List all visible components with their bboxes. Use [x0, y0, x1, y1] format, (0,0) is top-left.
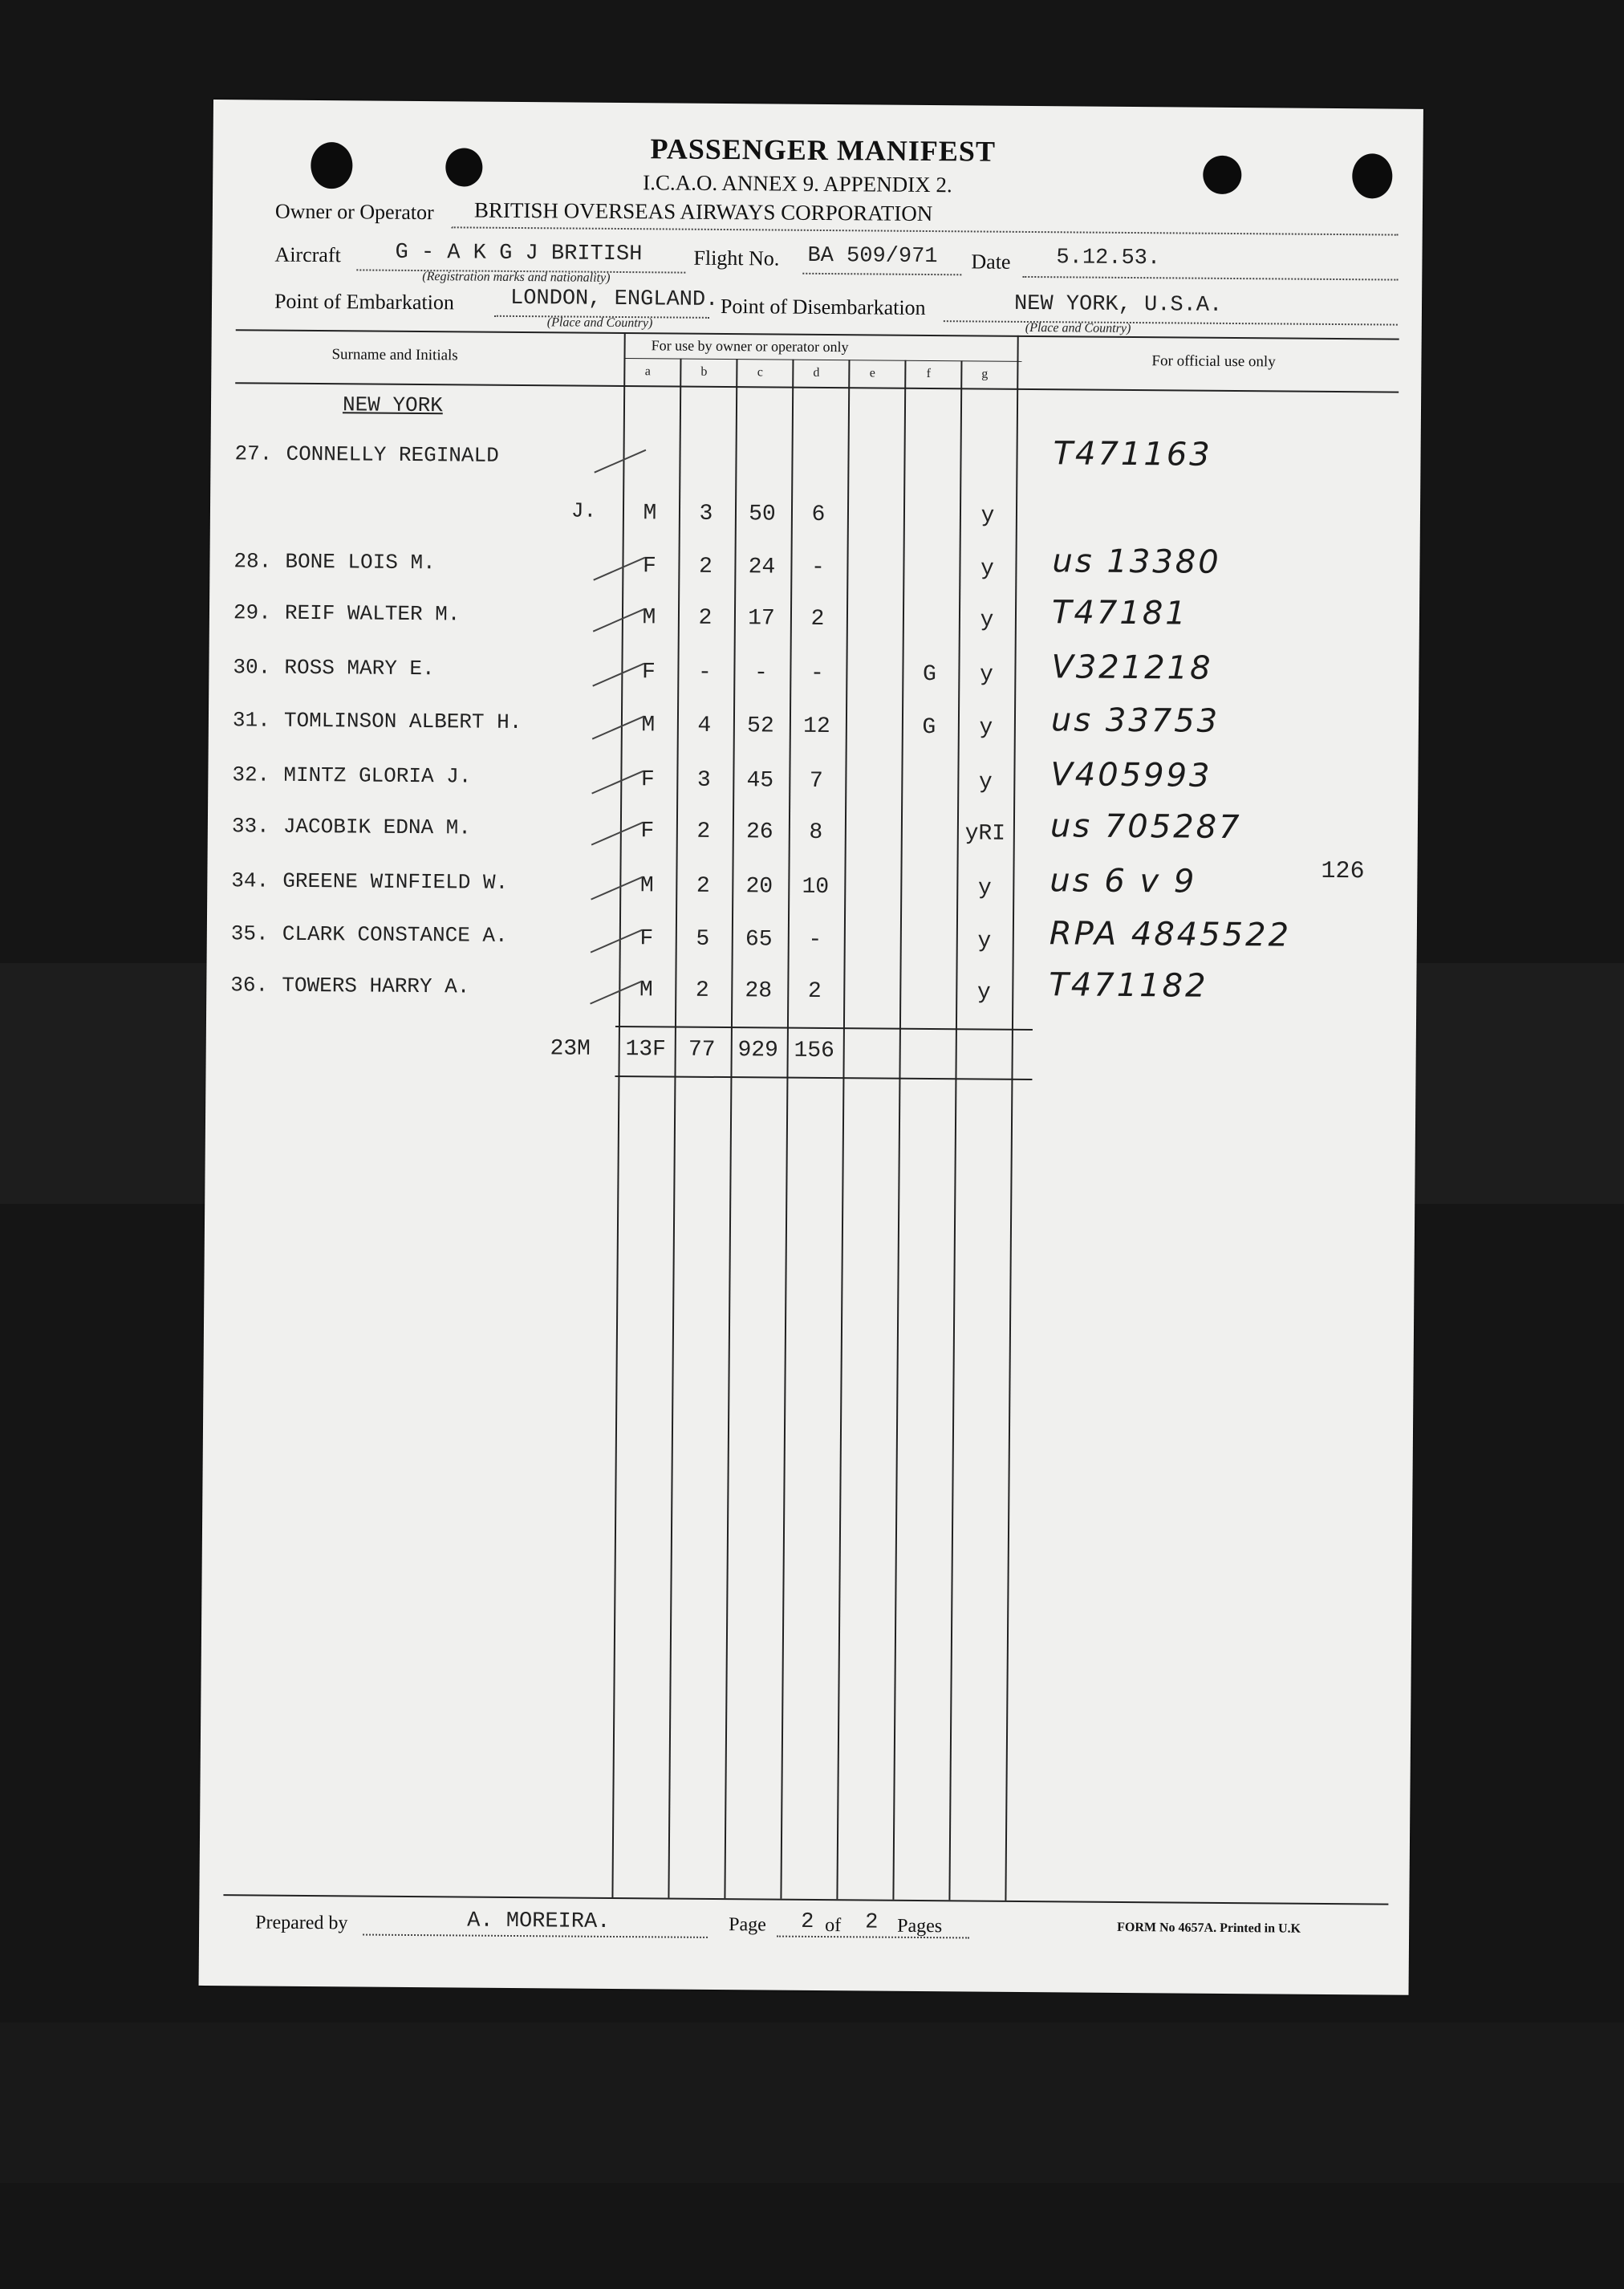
- cell-col-g: y: [976, 980, 991, 1006]
- official-handwritten-number: us 13380: [1052, 543, 1221, 581]
- totals-label: 23M: [550, 1036, 591, 1062]
- form-number: FORM No 4657A. Printed in U.K: [1117, 1920, 1301, 1936]
- column-letter-c: c: [757, 365, 763, 380]
- prepared-value: A. MOREIRA.: [467, 1909, 611, 1934]
- form-title: PASSENGER MANIFEST: [650, 132, 997, 168]
- row-number: 35.: [230, 921, 269, 946]
- cell-col-c: 20: [745, 874, 773, 900]
- cell-col-b: -: [697, 660, 712, 685]
- cell-col-c: [736, 447, 790, 448]
- cell-col-c: 24: [748, 555, 776, 580]
- official-handwritten-number: T47181: [1051, 594, 1188, 632]
- column-letter-e: e: [869, 366, 875, 380]
- cell-col-g: y: [978, 770, 993, 795]
- row-number: 28.: [233, 549, 272, 574]
- cell-col-c: 65: [745, 927, 773, 953]
- form-subtitle: I.C.A.O. ANNEX 9. APPENDIX 2.: [643, 170, 952, 197]
- cell-col-a: F: [641, 660, 656, 685]
- cell-col-g: y: [979, 662, 993, 688]
- disembark-label: Point of Disembarkation: [720, 294, 926, 319]
- cell-col-b: 5: [696, 926, 710, 952]
- flight-value: BA 509/971: [807, 243, 938, 270]
- cell-col-g: y: [979, 715, 993, 741]
- cell-col-b: 3: [696, 767, 711, 793]
- manifest-sheet: [199, 100, 1423, 1995]
- official-handwritten-number: V321218: [1051, 648, 1213, 687]
- prepared-label: Prepared by: [255, 1912, 348, 1934]
- cell-col-a: F: [640, 767, 655, 793]
- cell-col-f: G: [922, 661, 936, 688]
- column-letter-d: d: [813, 365, 820, 380]
- passenger-name: REIF WALTER M.: [284, 600, 461, 627]
- cell-col-d: -: [810, 661, 824, 686]
- surname-column-header: Surname and Initials: [331, 346, 458, 364]
- cell-col-b: 4: [697, 713, 712, 738]
- date-label: Date: [971, 250, 1011, 274]
- official-handwritten-number: RPA 4845522: [1049, 915, 1292, 954]
- cell-col-b: 2: [698, 554, 713, 579]
- row-number: 29.: [233, 600, 271, 625]
- totals-col-c: 929: [737, 1038, 779, 1063]
- cell-col-b: 2: [696, 873, 710, 899]
- official-handwritten-number: V405993: [1050, 756, 1212, 795]
- cell-col-d: 12: [802, 714, 830, 740]
- cell-col-d: 2: [807, 978, 822, 1004]
- official-use-header: For official use only: [1151, 352, 1276, 371]
- punch-hole: [445, 148, 482, 186]
- cell-col-a: F: [642, 554, 656, 579]
- cell-col-c: 28: [745, 978, 773, 1004]
- row-number: 34.: [231, 868, 270, 893]
- passenger-name: TOWERS HARRY A.: [282, 973, 470, 999]
- cell-col-b: 2: [695, 978, 709, 1003]
- column-letter-a: a: [644, 364, 651, 379]
- punch-hole: [1352, 153, 1392, 198]
- owner-use-header: For use by owner or operator only: [651, 337, 849, 356]
- page-number: 2: [801, 1909, 814, 1934]
- cell-col-c: 26: [745, 819, 773, 845]
- passenger-name: J.: [570, 498, 597, 523]
- section-label: NEW YORK: [342, 392, 443, 418]
- cell-col-g: y: [980, 556, 994, 582]
- flight-label: Flight No.: [693, 246, 780, 270]
- punch-hole: [1203, 156, 1241, 194]
- cell-col-a: F: [640, 819, 655, 844]
- cell-col-b: [680, 447, 734, 448]
- cell-col-f: [903, 556, 958, 557]
- cell-col-c: 45: [746, 768, 774, 794]
- cell-col-a: F: [639, 926, 654, 952]
- cell-col-f: [899, 980, 954, 981]
- row-number: 33.: [231, 814, 270, 839]
- cell-col-g: y: [977, 876, 992, 901]
- disembark-note: (Place and Country): [1025, 320, 1131, 335]
- column-letter-b: b: [700, 364, 708, 379]
- cell-col-b: 3: [699, 501, 713, 527]
- totals-col-a: 13F: [625, 1037, 667, 1063]
- cell-col-d: 8: [809, 819, 823, 845]
- official-handwritten-number: T471163: [1053, 435, 1212, 474]
- cell-col-a: M: [639, 873, 654, 899]
- row-number: 36.: [230, 973, 269, 998]
- cell-col-a: M: [641, 713, 656, 738]
- column-letter-g: g: [981, 367, 989, 381]
- aircraft-label: Aircraft: [274, 242, 341, 267]
- cell-col-c: -: [753, 661, 768, 686]
- passenger-name: TOMLINSON ALBERT H.: [283, 708, 522, 735]
- official-handwritten-number: us 33753: [1050, 701, 1220, 740]
- cell-col-d: -: [810, 555, 825, 581]
- cell-col-d: 7: [809, 768, 823, 794]
- pencil-check-mark: [594, 449, 646, 474]
- margin-note: 126: [1321, 857, 1365, 886]
- cell-col-d: 2: [810, 606, 825, 632]
- cell-col-d: [792, 448, 847, 449]
- row-number: 27.: [234, 441, 273, 466]
- totals-col-b: 77: [688, 1037, 716, 1063]
- cell-col-f: G: [922, 714, 936, 741]
- embark-value: LONDON, ENGLAND.: [510, 286, 719, 312]
- cell-col-a: [623, 446, 678, 447]
- aircraft-value: G - A K G J BRITISH: [395, 240, 643, 267]
- cell-col-d: -: [808, 927, 822, 953]
- date-value: 5.12.53.: [1056, 246, 1161, 271]
- cell-col-g: y: [980, 608, 994, 633]
- disembark-value: NEW YORK, U.S.A.: [1013, 291, 1223, 318]
- column-letter-f: f: [926, 366, 932, 381]
- passenger-name: CONNELLY REGINALD: [286, 441, 499, 468]
- cell-col-b: 2: [696, 819, 711, 844]
- embark-note: (Place and Country): [546, 315, 653, 331]
- row-number: 32.: [232, 762, 270, 787]
- cell-col-g: y: [980, 503, 995, 529]
- official-handwritten-number: T471182: [1049, 966, 1208, 1005]
- passenger-name: GREENE WINFIELD W.: [282, 868, 509, 895]
- cell-col-d: 10: [802, 874, 830, 901]
- passenger-name: CLARK CONSTANCE A.: [282, 921, 508, 948]
- cell-col-g: y: [977, 929, 992, 954]
- passenger-name: BONE LOIS M.: [285, 549, 436, 575]
- row-number: 31.: [232, 708, 270, 733]
- cell-col-a: M: [642, 605, 656, 631]
- cell-col-c: 17: [748, 606, 775, 632]
- owner-label: Owner or Operator: [274, 199, 434, 225]
- cell-col-a: M: [643, 501, 657, 527]
- cell-col-c: 50: [749, 502, 776, 527]
- passenger-name: MINTZ GLORIA J.: [283, 762, 472, 789]
- registration-note: (Registration marks and nationality): [422, 270, 611, 285]
- cell-col-c: 52: [746, 714, 774, 739]
- cell-col-g: yRI: [964, 821, 1006, 847]
- totals-col-d: 156: [794, 1038, 835, 1064]
- official-handwritten-number: us 705287: [1050, 807, 1242, 847]
- page-label: Page: [729, 1914, 766, 1936]
- official-handwritten-number: us 6 v 9: [1050, 862, 1197, 901]
- cell-col-f: [903, 503, 958, 504]
- pages-label: Pages: [897, 1915, 943, 1937]
- of-label: of: [825, 1915, 842, 1937]
- punch-hole: [311, 142, 352, 189]
- embark-label: Point of Embarkation: [274, 289, 454, 315]
- owner-value: BRITISH OVERSEAS AIRWAYS CORPORATION: [473, 197, 933, 226]
- passenger-name: ROSS MARY E.: [284, 655, 435, 681]
- cell-col-b: 2: [698, 605, 713, 631]
- pages-total: 2: [865, 1910, 879, 1935]
- row-number: 30.: [233, 655, 271, 680]
- cell-col-f: [901, 821, 956, 822]
- cell-col-d: 6: [811, 502, 826, 528]
- passenger-name: JACOBIK EDNA M.: [282, 814, 472, 840]
- cell-col-a: M: [639, 978, 653, 1003]
